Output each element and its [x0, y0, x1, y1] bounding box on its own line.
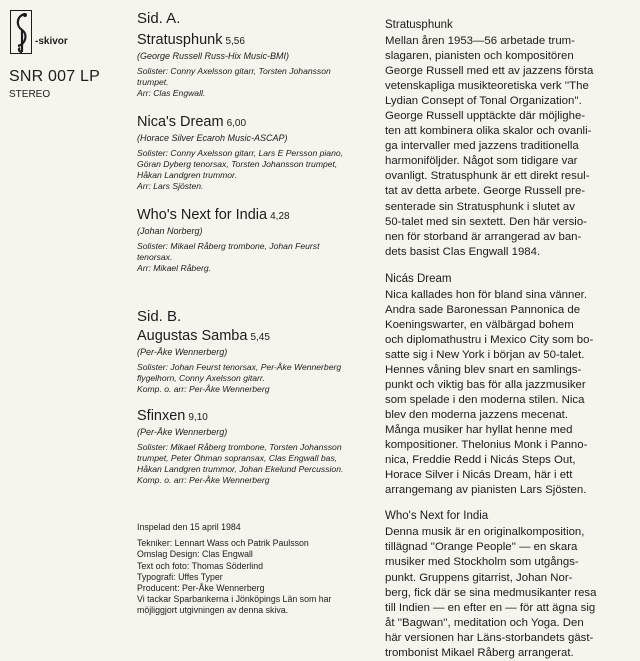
track-composer: (Per-Åke Wennerberg) — [137, 347, 228, 357]
track-composer: (Johan Norberg) — [137, 226, 203, 236]
production-credits — [137, 522, 377, 617]
track-list-item — [137, 407, 372, 486]
track-duration: 4,28 — [270, 211, 290, 222]
track-credit: trumpet. — [137, 77, 169, 87]
format-label: STEREO — [9, 89, 51, 100]
label-logo-icon — [10, 10, 32, 54]
track-credit: trumpet, Peter Öhman sopransax, Clas Engwall bas, — [137, 453, 338, 463]
track-composer: (George Russell Russ-Hix Music-BMI) — [137, 51, 290, 61]
track-duration: 6,00 — [226, 118, 247, 129]
note-line: harmoniföljder. Något som tidigare var — [385, 155, 578, 168]
note-line: Horace Silver i Nicás Dream, här i ett — [385, 469, 573, 482]
note-title: Stratusphunk — [385, 19, 453, 31]
track-title: Augustas Samba — [137, 328, 248, 344]
note-title: Nicás Dream — [385, 272, 452, 285]
note-line: åt ''Bagwan'', meditation och Yoga. Den — [385, 616, 584, 629]
note-line: Många musiker har hyllat henne med — [385, 424, 573, 437]
note-body — [385, 34, 635, 260]
credit-line: Text och foto: Thomas Söderlind — [137, 560, 263, 571]
note-line: kompositioner. Thelonius Monk i Panno- — [385, 439, 588, 452]
note-line: Koeningswarter, en välbärgad bohem — [385, 318, 574, 331]
track-credit: Solister: Mikael Råberg trombone, Johan Feurst — [137, 241, 320, 251]
note-line: och diplomathustru i Mexico City som bo- — [385, 333, 594, 346]
track-credit: Solister: Mikael Råberg trombone, Torsten Johansson — [137, 442, 342, 452]
track-credit: Komp. o. arr: Per-Åke Wennerberg — [137, 475, 270, 485]
credit-line: möjliggjort utgivningen av denna skiva. — [137, 605, 289, 616]
note-body — [385, 288, 635, 499]
note-line: Andra sade Baronessan Pannonica de — [385, 303, 581, 316]
track-credit: Arr: Clas Engwall. — [137, 88, 206, 98]
note-line: till Indien — en efter en — för att ägna sig — [385, 601, 596, 614]
track-title: Sfinxen — [137, 408, 186, 424]
credit-line: Vi tackar Sparbankerna i Jönköpings Län som har — [137, 594, 332, 605]
note-line: punkt och viktig bas för alla jazzmusiker — [385, 378, 586, 391]
track-credit: Solister: Conny Axelsson gitarr, Torsten Johansson — [137, 66, 331, 76]
credit-line: Producent: Per-Åke Wennerberg — [137, 583, 265, 594]
track-credit: Arr: Lars Sjösten. — [137, 181, 204, 191]
note-line: George Russell upptäckte där möjlighe- — [385, 110, 586, 123]
track-duration: 5,45 — [250, 332, 270, 343]
track-title: Nica's Dream — [137, 114, 224, 130]
track-credit: tenorsax. — [137, 252, 173, 262]
note-line: blev den moderna jazzens mecenat. — [385, 409, 568, 422]
track-list-item — [137, 31, 372, 99]
track-credit: Arr: Mikael Råberg. — [137, 263, 212, 273]
note-line: nen för storband är arrangerad av ban- — [385, 230, 582, 243]
note-line: ga intervaller med jazzens traditionella — [385, 140, 579, 153]
track-list-item — [137, 113, 372, 192]
note-line: ten att kombinera olika skalor och ovanli- — [385, 125, 592, 138]
track-composer: (Horace Silver Ecaroh Music-ASCAP) — [137, 133, 288, 143]
tracklist — [137, 10, 372, 486]
note-line: arrangemang av pianisten Lars Sjösten. — [385, 484, 587, 497]
note-line: slagaren, pianisten och kompositören — [385, 50, 574, 63]
track-duration: 5,56 — [225, 36, 245, 47]
note-line: Hennes våning blev snart en samlings- — [385, 363, 582, 376]
credit-line: Typografi: Uffes Typer — [137, 571, 223, 582]
track-credit: flygelhorn, Conny Axelsson gitarr. — [137, 373, 265, 383]
note-line: trombonist Mikael Råberg arrangerat. — [385, 646, 574, 659]
note-line: Denna musik är en originalkomposition, — [385, 526, 585, 539]
track-credit: Göran Dyberg tenorsax, Torsten Johansson trumpet, — [137, 159, 338, 169]
note-line: ovanligt. Stratusphunk är ett direkt resul- — [385, 170, 590, 183]
label-name: -skivor — [35, 36, 68, 47]
note-line: 50-talet med sin sextett. Den här versio- — [385, 215, 587, 228]
note-line: tat av detta arbete. George Russell pre- — [385, 185, 586, 198]
note-line: satte sig i New York i början av 50-talet. — [385, 348, 585, 361]
note-line: senterade sin Stratusphunk i slutet av — [385, 200, 575, 213]
note-line: nica, Freddie Redd i Nicás Steps Out, — [385, 454, 576, 467]
track-composer: (Per-Åke Wennerberg) — [137, 427, 228, 437]
track-credit: Solister: Conny Axelsson gitarr, Lars E Persson piano, — [137, 148, 344, 158]
catalog-number: SNR 007 LP — [9, 68, 100, 85]
note-line: dets basist Clas Engwall 1984. — [385, 245, 541, 258]
note-line: musiker med Stockholm som utgångs- — [385, 556, 579, 569]
note-title: Who's Next for India — [385, 510, 489, 523]
side-b-heading: Sid. B. — [137, 308, 182, 325]
track-credit: Komp. o. arr: Per-Åke Wennerberg — [137, 384, 270, 394]
liner-notes — [385, 18, 635, 661]
track-list-item — [137, 206, 372, 274]
credit-line: Omslag Design: Clas Engwall — [137, 549, 253, 560]
track-credit: Håkan Landgren trummor, Johan Ekelund Percussion. — [137, 464, 344, 474]
track-title: Stratusphunk — [137, 32, 223, 48]
note-line: som spelade i den moderna stilen. Nica — [385, 394, 585, 407]
note-line: Nica kallades hon för bland sina vänner. — [385, 288, 587, 301]
note-line: George Russell med ett av jazzens första — [385, 65, 594, 78]
note-line: tillägnad ''Orange People'' — en skara — [385, 541, 578, 554]
note-body — [385, 525, 635, 660]
note-line: punkt. Gruppens gitarrist, Johan Nor- — [385, 571, 573, 584]
track-credit: Solister: Johan Feurst tenorsax, Per-Åke Wennerberg — [137, 362, 342, 372]
note-line: Mellan åren 1953—56 arbetade trum- — [385, 35, 575, 47]
side-a-heading: Sid. A. — [137, 10, 181, 27]
track-credit: Håkan Landgren trummor. — [137, 170, 237, 180]
note-line: här versionen har Läns-storbandets gäst- — [385, 631, 594, 644]
credit-line: Inspelad den 15 april 1984 — [137, 522, 241, 532]
note-line: Lydian Consept of Tonal Organization''. — [385, 95, 582, 108]
credit-line: Tekniker: Lennart Wass och Patrik Paulsson — [137, 538, 309, 549]
track-list-item — [137, 327, 372, 395]
track-duration: 9,10 — [188, 412, 208, 423]
note-line: berg, fick där se sina medmusikanter resa — [385, 586, 597, 599]
track-title: Who's Next for India — [137, 207, 268, 223]
note-line: vetenskapliga musikteoretiska verk ''The — [385, 80, 589, 93]
